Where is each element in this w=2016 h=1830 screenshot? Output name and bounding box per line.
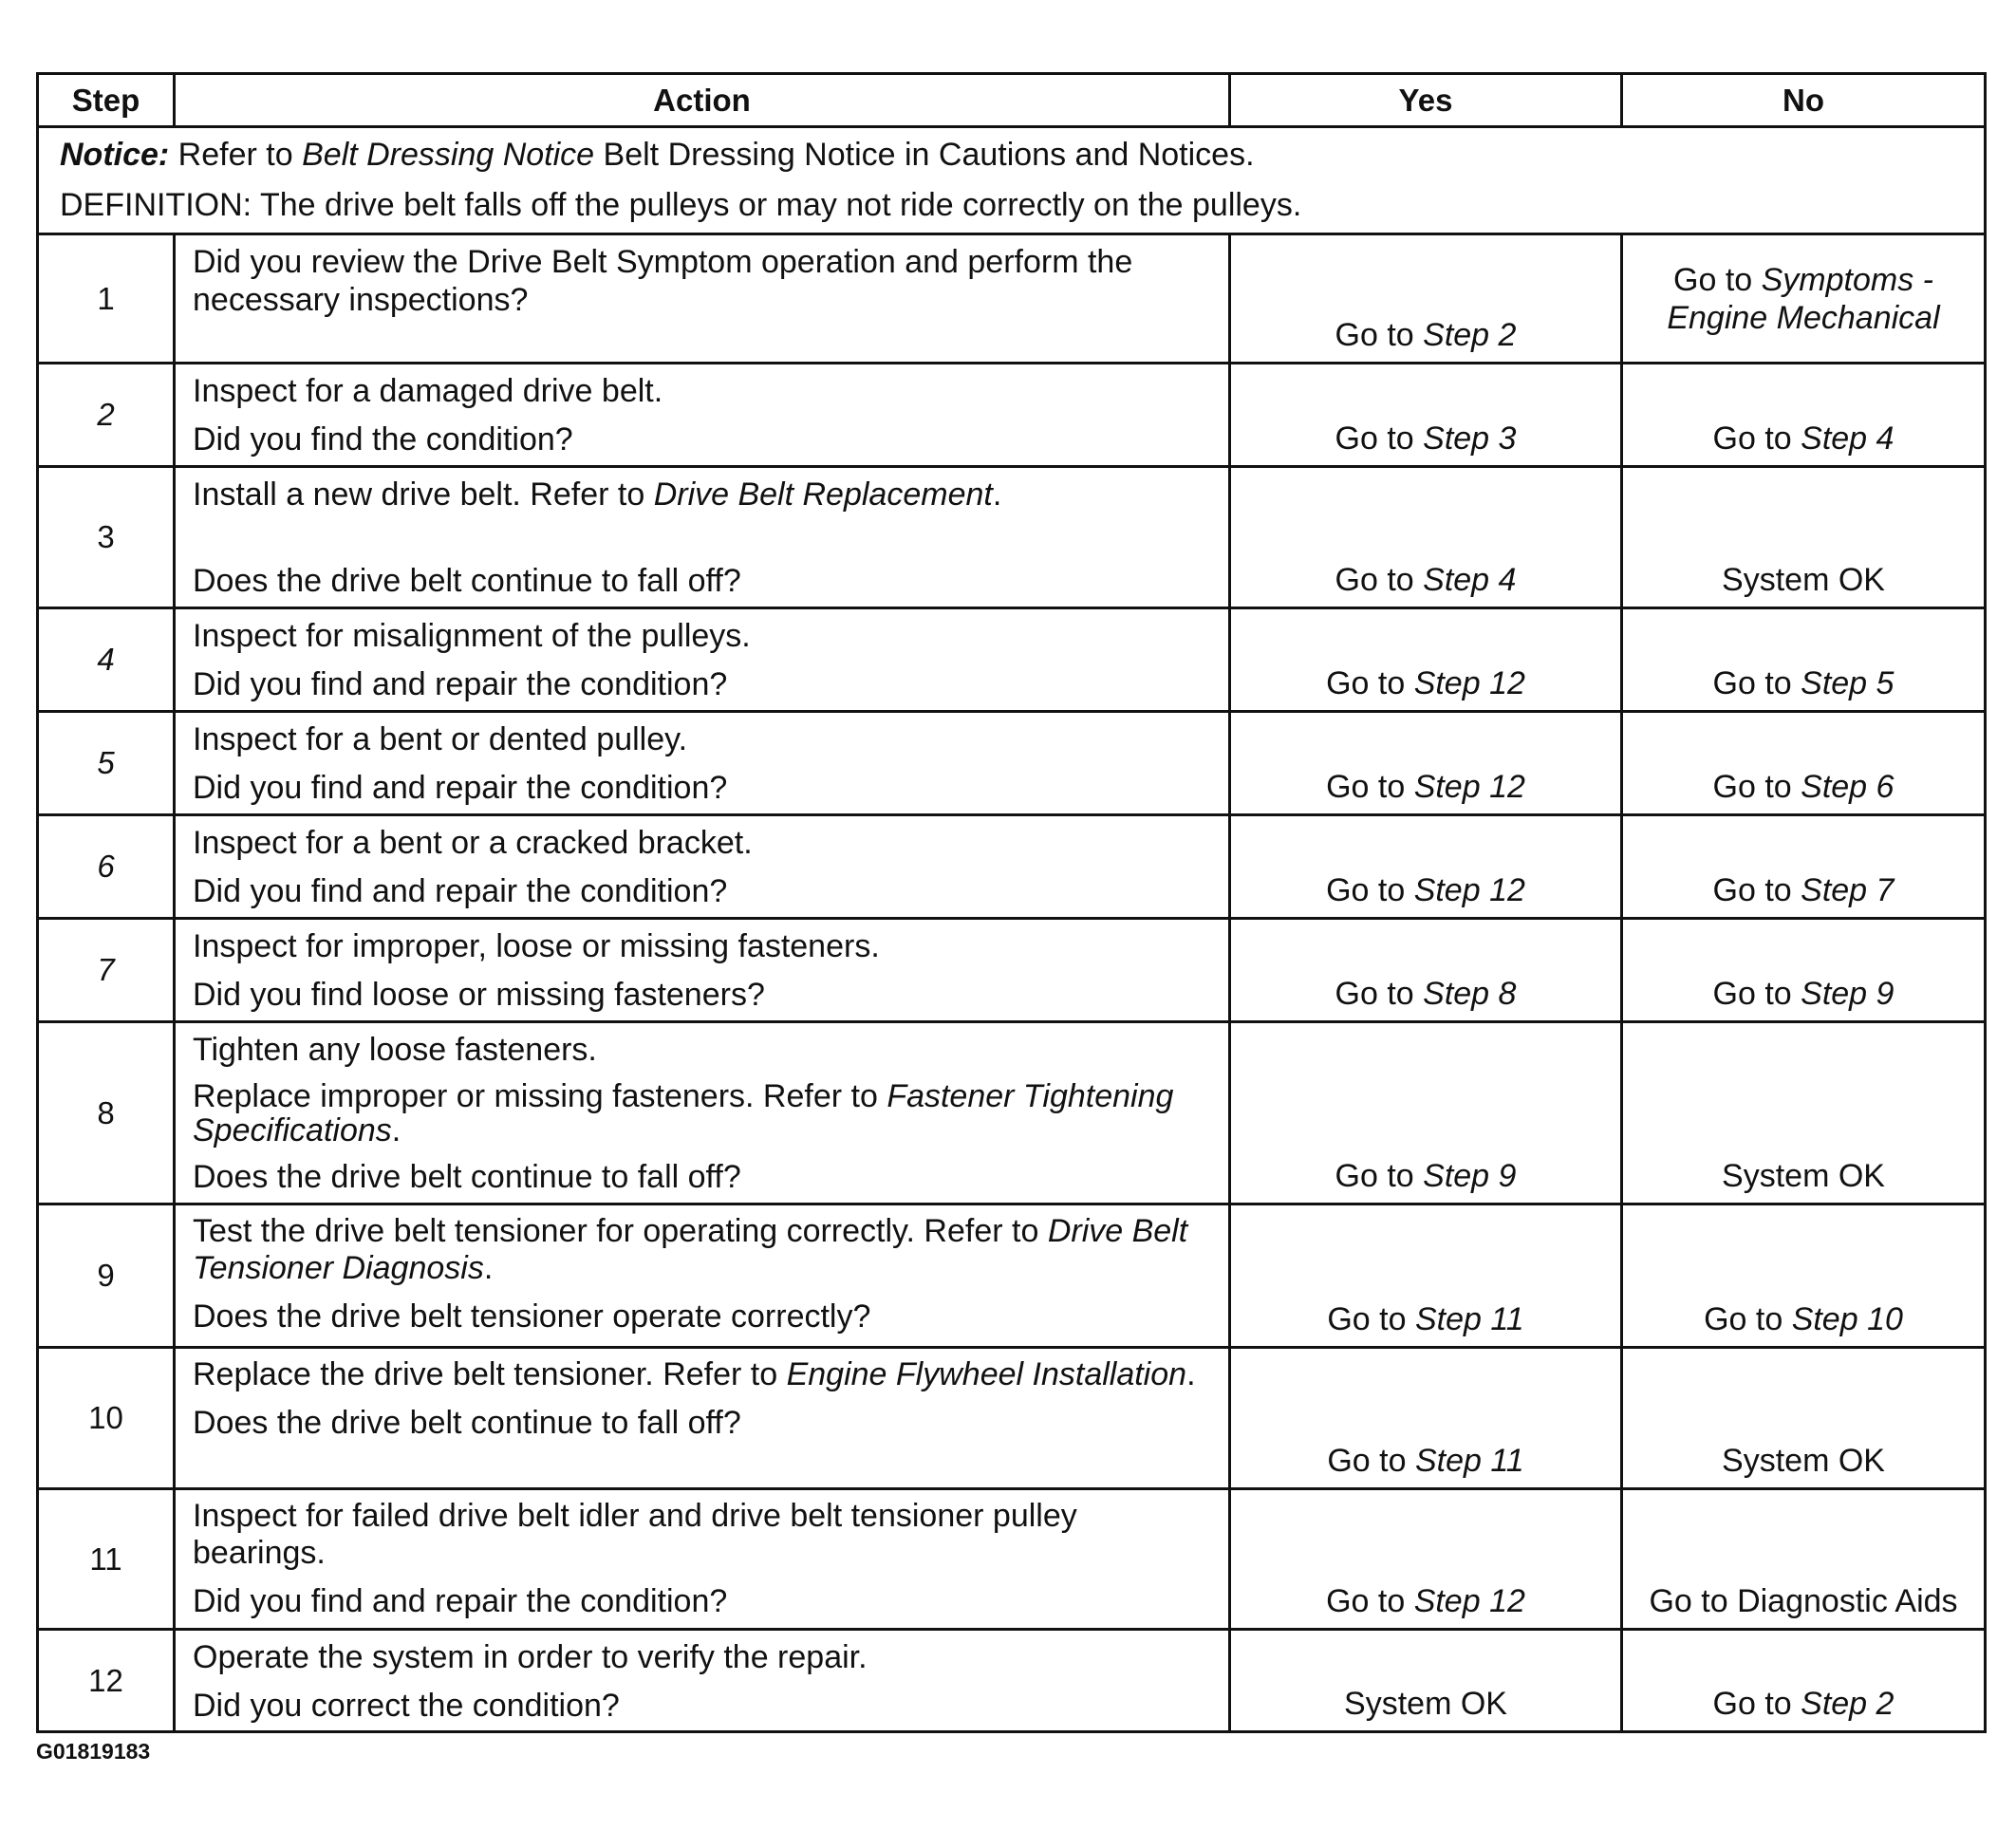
definition-line: DEFINITION: The drive belt falls off the pulleys or may not ride correctly on the pulleys. <box>60 187 1302 223</box>
action-cell <box>175 712 1230 815</box>
yes-text: Go to <box>1327 1301 1415 1337</box>
no-text: Go to <box>1712 420 1801 457</box>
notice-label: Notice: <box>60 137 170 173</box>
step-number: 6 <box>38 815 175 919</box>
notice-row <box>38 127 1986 234</box>
yes-ref: Step 9 <box>1423 1158 1517 1194</box>
header-step: Step <box>38 74 175 127</box>
action-text-part: Replace the drive belt tensioner. Refer to <box>193 1356 787 1392</box>
action-question: Did you find and repair the condition? <box>193 666 728 702</box>
header-yes: Yes <box>1230 74 1622 127</box>
action-cell <box>175 608 1230 712</box>
header-no: No <box>1622 74 1986 127</box>
action-text-part: . <box>992 476 1002 513</box>
action-text: Inspect for a bent or dented pulley. <box>193 721 688 757</box>
table-row-step-2 <box>38 364 1986 467</box>
action-text-part: Test the drive belt tensioner for operating correctly. Refer to <box>193 1213 1048 1249</box>
action-question: Does the drive belt continue to fall off? <box>193 563 741 599</box>
no-cell: System OK <box>1622 467 1986 608</box>
action-text-part: Replace improper or missing fasteners. Refer to <box>193 1078 887 1114</box>
yes-text: Go to <box>1326 769 1414 805</box>
no-text: Go to <box>1712 665 1801 701</box>
table-row-step-3 <box>38 467 1986 608</box>
action-text-part: Install a new drive belt. Refer to <box>193 476 654 513</box>
step-number: 9 <box>38 1204 175 1348</box>
header-row <box>38 74 1986 127</box>
step-number: 8 <box>38 1022 175 1204</box>
no-cell <box>1622 608 1986 712</box>
step-number: 7 <box>38 919 175 1022</box>
yes-cell <box>1230 467 1622 608</box>
no-cell <box>1622 1204 1986 1348</box>
yes-text: Go to <box>1335 420 1424 457</box>
diagnostic-table <box>36 72 1987 1733</box>
action-ref: Engine Flywheel Installation <box>786 1356 1187 1392</box>
action-cell <box>175 364 1230 467</box>
diagnostic-table-container <box>36 72 1984 1733</box>
action-ref: Drive Belt Replacement <box>653 476 993 513</box>
no-text: Go to <box>1704 1301 1792 1337</box>
yes-cell <box>1230 1022 1622 1204</box>
no-cell <box>1622 815 1986 919</box>
yes-text: Go to <box>1335 976 1424 1012</box>
yes-ref: Step 8 <box>1423 976 1517 1012</box>
action-cell <box>175 815 1230 919</box>
yes-cell <box>1230 1489 1622 1630</box>
step-number: 1 <box>38 234 175 364</box>
step-number: 3 <box>38 467 175 608</box>
yes-text: Go to <box>1326 872 1414 908</box>
notice-text-before: Refer to <box>169 137 303 173</box>
action-cell <box>175 1630 1230 1732</box>
action-question: Did you find the condition? <box>193 421 573 458</box>
action-text-part: . <box>391 1112 401 1148</box>
action-cell <box>175 234 1230 364</box>
action-text: Operate the system in order to verify the repair. <box>193 1639 868 1675</box>
yes-cell: System OK <box>1230 1630 1622 1732</box>
no-ref: Step 5 <box>1801 665 1895 701</box>
notice-cell <box>38 127 1986 234</box>
table-row-step-11 <box>38 1489 1986 1630</box>
action-question: Does the drive belt tensioner operate correctly? <box>193 1298 871 1335</box>
step-number: 10 <box>38 1348 175 1489</box>
step-number: 4 <box>38 608 175 712</box>
step-number: 11 <box>38 1489 175 1630</box>
action-cell <box>175 467 1230 608</box>
action-question: Does the drive belt continue to fall off? <box>193 1159 741 1195</box>
action-text <box>193 476 1211 514</box>
yes-cell <box>1230 815 1622 919</box>
no-cell <box>1622 1630 1986 1732</box>
no-ref: Step 6 <box>1801 769 1895 805</box>
step-number: 2 <box>38 364 175 467</box>
table-row-step-7 <box>38 919 1986 1022</box>
action-question: Does the drive belt continue to fall off? <box>193 1405 741 1441</box>
yes-ref: Step 12 <box>1413 1583 1525 1619</box>
yes-ref: Step 2 <box>1423 317 1517 353</box>
step-number: 5 <box>38 712 175 815</box>
action-text: Inspect for a damaged drive belt. <box>193 373 663 409</box>
yes-text: Go to <box>1327 1443 1415 1479</box>
no-text: Go to <box>1712 1686 1801 1722</box>
yes-cell <box>1230 1348 1622 1489</box>
action-text-part: . <box>1186 1356 1196 1392</box>
no-ref: Step 9 <box>1801 976 1895 1012</box>
yes-ref: Step 11 <box>1414 1443 1524 1479</box>
table-row-step-4 <box>38 608 1986 712</box>
table-row-step-8 <box>38 1022 1986 1204</box>
action-question: Did you find and repair the condition? <box>193 1583 728 1619</box>
action-cell <box>175 919 1230 1022</box>
yes-text: Go to <box>1335 317 1424 353</box>
action-text: Inspect for misalignment of the pulleys. <box>193 618 751 654</box>
table-row-step-5 <box>38 712 1986 815</box>
yes-ref: Step 4 <box>1423 562 1517 598</box>
no-cell: System OK <box>1622 1022 1986 1204</box>
table-row-step-1 <box>38 234 1986 364</box>
no-cell <box>1622 712 1986 815</box>
action-text: Tighten any loose fasteners. <box>193 1032 597 1068</box>
action-ref: Drive Belt Tensioner Diagnosis <box>193 1213 1188 1286</box>
no-text: Go to <box>1712 769 1801 805</box>
no-ref: Step 7 <box>1801 872 1895 908</box>
figure-id: G01819183 <box>36 1739 151 1764</box>
action-text: Inspect for improper, loose or missing fasteners. <box>193 928 880 964</box>
yes-text: Go to <box>1335 1158 1424 1194</box>
action-question: Did you find loose or missing fasteners? <box>193 977 765 1013</box>
header-action: Action <box>175 74 1230 127</box>
yes-cell <box>1230 1204 1622 1348</box>
yes-ref: Step 12 <box>1413 872 1525 908</box>
action-cell <box>175 1022 1230 1204</box>
notice-ref: Belt Dressing Notice <box>302 137 595 173</box>
yes-text: Go to <box>1326 665 1414 701</box>
no-cell <box>1622 234 1986 364</box>
action-question: Did you find and repair the condition? <box>193 873 728 909</box>
notice-line <box>60 130 1963 180</box>
no-cell <box>1622 919 1986 1022</box>
action-text: Inspect for failed drive belt idler and drive belt tensioner pulley bearings. <box>193 1498 1077 1571</box>
action-question: Did you find and repair the condition? <box>193 770 728 806</box>
action-cell <box>175 1489 1230 1630</box>
yes-text: Go to <box>1326 1583 1414 1619</box>
no-cell <box>1622 364 1986 467</box>
no-text: Go to <box>1712 976 1801 1012</box>
yes-cell <box>1230 234 1622 364</box>
table-row-step-12 <box>38 1630 1986 1732</box>
action-cell <box>175 1348 1230 1489</box>
action-question: Did you correct the condition? <box>193 1688 620 1724</box>
no-ref: Symptoms - Engine Mechanical <box>1667 261 1940 336</box>
no-text: Go to <box>1673 261 1762 298</box>
action-text: Did you review the Drive Belt Symptom operation and perform the necessary inspections? <box>193 244 1133 318</box>
yes-ref: Step 11 <box>1414 1301 1524 1337</box>
no-text: Go to <box>1712 872 1801 908</box>
table-row-step-6 <box>38 815 1986 919</box>
step-number: 12 <box>38 1630 175 1732</box>
yes-cell <box>1230 712 1622 815</box>
no-ref: Step 4 <box>1801 420 1895 457</box>
yes-ref: Step 3 <box>1423 420 1517 457</box>
notice-text-after: Belt Dressing Notice in Cautions and Notices. <box>594 137 1255 173</box>
yes-cell <box>1230 364 1622 467</box>
table-row-step-10 <box>38 1348 1986 1489</box>
action-cell <box>175 1204 1230 1348</box>
action-text: Inspect for a bent or a cracked bracket. <box>193 825 753 861</box>
action-text-part: . <box>483 1250 494 1286</box>
yes-ref: Step 12 <box>1413 769 1525 805</box>
no-ref: Step 2 <box>1801 1686 1895 1722</box>
action-text <box>193 1079 1211 1148</box>
no-cell: System OK <box>1622 1348 1986 1489</box>
action-text <box>193 1213 1211 1287</box>
yes-cell <box>1230 608 1622 712</box>
yes-ref: Step 12 <box>1413 665 1525 701</box>
no-cell: Go to Diagnostic Aids <box>1622 1489 1986 1630</box>
table-row-step-9 <box>38 1204 1986 1348</box>
yes-text: Go to <box>1335 562 1424 598</box>
action-text <box>193 1356 1211 1393</box>
action-ref: Fastener Tightening Specifications <box>193 1078 1174 1148</box>
yes-cell <box>1230 919 1622 1022</box>
no-ref: Step 10 <box>1791 1301 1903 1337</box>
